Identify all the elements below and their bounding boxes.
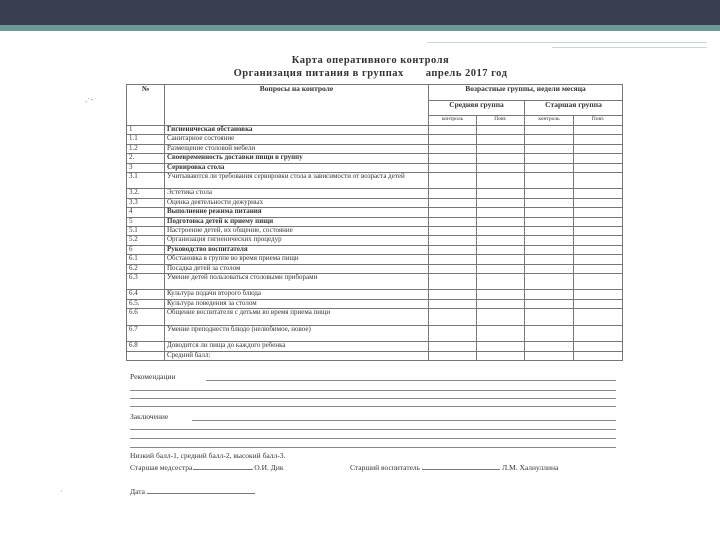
- score-cell[interactable]: [574, 299, 623, 308]
- deco-line: [427, 42, 707, 43]
- score-cell[interactable]: [429, 264, 477, 273]
- nurse-name: О.И. Дик: [254, 463, 284, 472]
- conclusion-label: Заключение: [130, 412, 169, 421]
- nurse-label: Старшая медсестра: [130, 463, 193, 472]
- score-cell[interactable]: [477, 299, 525, 308]
- score-cell[interactable]: [574, 189, 623, 198]
- row-number: 6.2: [127, 264, 165, 273]
- row-number: 4: [127, 208, 165, 217]
- score-cell[interactable]: [429, 126, 477, 135]
- score-cell[interactable]: [477, 264, 525, 273]
- row-number: 3.2.: [127, 189, 165, 198]
- score-cell[interactable]: [525, 144, 574, 153]
- score-cell[interactable]: [429, 227, 477, 236]
- table-row: [127, 264, 623, 273]
- score-cell[interactable]: [525, 236, 574, 245]
- table-row: [127, 217, 623, 226]
- fill-line: [206, 380, 616, 381]
- fill-line: [130, 390, 616, 391]
- score-cell[interactable]: [477, 309, 525, 326]
- row-question: Средний балл:: [165, 351, 429, 360]
- row-number: 5.2: [127, 236, 165, 245]
- score-cell[interactable]: [429, 309, 477, 326]
- fill-line: [130, 398, 616, 399]
- score-cell[interactable]: [429, 245, 477, 254]
- fill-line: [192, 420, 616, 421]
- subheader-control: контроль: [525, 116, 574, 126]
- nurse-signature-line: [130, 463, 284, 472]
- score-cell[interactable]: [574, 342, 623, 351]
- score-cell[interactable]: [574, 172, 623, 189]
- fill-line: [130, 438, 616, 439]
- score-cell[interactable]: [429, 217, 477, 226]
- score-cell[interactable]: [525, 351, 574, 360]
- score-cell[interactable]: [429, 189, 477, 198]
- score-cell[interactable]: [525, 273, 574, 290]
- score-cell[interactable]: [574, 273, 623, 290]
- row-number: 6.5.: [127, 299, 165, 308]
- score-cell[interactable]: [525, 163, 574, 172]
- score-cell[interactable]: [429, 342, 477, 351]
- score-cell[interactable]: [574, 208, 623, 217]
- score-cell[interactable]: [477, 325, 525, 342]
- date-line: [130, 487, 255, 496]
- row-question: Культура поведения за столом: [165, 299, 429, 308]
- document-title: Карта оперативного контроля: [291, 55, 450, 66]
- table-row: [127, 163, 623, 172]
- score-cell[interactable]: [477, 227, 525, 236]
- fill-line: [130, 406, 616, 407]
- score-cell[interactable]: [574, 163, 623, 172]
- score-cell[interactable]: [525, 189, 574, 198]
- score-cell[interactable]: [477, 217, 525, 226]
- table-row: [127, 290, 623, 299]
- score-cell[interactable]: [477, 290, 525, 299]
- row-question: Сервировка стола: [165, 163, 429, 172]
- row-number: 6: [127, 245, 165, 254]
- table-row: [127, 144, 623, 153]
- row-question: Организация гигиенических процедур: [165, 236, 429, 245]
- score-cell[interactable]: [525, 172, 574, 189]
- row-question: Учитываются ли требования сервировки стола в зависимости от возраста детей: [165, 172, 429, 189]
- score-cell[interactable]: [477, 172, 525, 189]
- fill-line: [130, 429, 616, 430]
- row-number: 5: [127, 217, 165, 226]
- score-cell[interactable]: [525, 342, 574, 351]
- table-row: [127, 351, 623, 360]
- score-cell[interactable]: [525, 299, 574, 308]
- score-cell[interactable]: [477, 135, 525, 144]
- page-edge-mark: ' ;: [83, 96, 95, 105]
- score-cell[interactable]: [429, 290, 477, 299]
- score-cell[interactable]: [429, 198, 477, 207]
- header-num: №: [127, 85, 165, 126]
- row-question: Посадка детей за столом: [165, 264, 429, 273]
- row-question: Размещение столовой мебели: [165, 144, 429, 153]
- score-cell[interactable]: [477, 342, 525, 351]
- score-cell[interactable]: [525, 126, 574, 135]
- score-cell[interactable]: [525, 309, 574, 326]
- table-row: [127, 273, 623, 290]
- score-cell[interactable]: [574, 126, 623, 135]
- score-cell[interactable]: [429, 172, 477, 189]
- row-question: Гигиеническая обстановка: [165, 126, 429, 135]
- score-cell[interactable]: [574, 255, 623, 264]
- score-cell[interactable]: [429, 351, 477, 360]
- score-cell[interactable]: [525, 135, 574, 144]
- row-question: Оценка деятельности дежурных: [165, 198, 429, 207]
- table-row: [127, 208, 623, 217]
- document-subtitle: [118, 68, 623, 79]
- table-row: [127, 299, 623, 308]
- table-row: [127, 236, 623, 245]
- row-number: 1.2: [127, 144, 165, 153]
- score-cell[interactable]: [477, 245, 525, 254]
- row-number: 1.1: [127, 135, 165, 144]
- score-cell[interactable]: [574, 245, 623, 254]
- score-cell[interactable]: [429, 236, 477, 245]
- score-cell[interactable]: [429, 144, 477, 153]
- score-cell[interactable]: [574, 217, 623, 226]
- row-question: Доводится ли пища до каждого ребенка: [165, 342, 429, 351]
- row-question: Настроение детей, их общение, состояние: [165, 227, 429, 236]
- score-cell[interactable]: [574, 290, 623, 299]
- score-cell[interactable]: [574, 135, 623, 144]
- subheader-repeat: Повт.: [477, 116, 525, 126]
- score-cell[interactable]: [525, 208, 574, 217]
- row-question: Подготовка детей к приему пищи: [165, 217, 429, 226]
- score-cell[interactable]: [574, 325, 623, 342]
- score-cell[interactable]: [477, 255, 525, 264]
- row-number: 6.7: [127, 325, 165, 342]
- row-question: Умение детей пользоваться столовыми приборами: [165, 273, 429, 290]
- score-cell[interactable]: [477, 154, 525, 163]
- score-cell[interactable]: [574, 236, 623, 245]
- score-cell[interactable]: [525, 290, 574, 299]
- score-cell[interactable]: [574, 154, 623, 163]
- row-number: 6.4: [127, 290, 165, 299]
- score-cell[interactable]: [429, 163, 477, 172]
- header-middle-group: Средняя группа: [429, 101, 525, 116]
- table-row: [127, 227, 623, 236]
- table-row: [127, 189, 623, 198]
- row-question: Санитарное состояние: [165, 135, 429, 144]
- row-question: Выполнение режима питания: [165, 208, 429, 217]
- table-row: [127, 126, 623, 135]
- score-cell[interactable]: [574, 144, 623, 153]
- deco-line: [552, 47, 707, 48]
- page-edge-mark: ·: [60, 487, 63, 496]
- score-cell[interactable]: [429, 208, 477, 217]
- row-number: 3: [127, 163, 165, 172]
- row-number: 1: [127, 126, 165, 135]
- report-month: апрель 2017 год: [425, 68, 508, 79]
- teacher-name: Л.М. Халнуллина: [502, 463, 559, 472]
- row-question: Умение преподнести блюдо (нелюбимое, новое): [165, 325, 429, 342]
- score-cell[interactable]: [574, 227, 623, 236]
- row-question: Культура подачи второго блюда: [165, 290, 429, 299]
- table-row: [127, 172, 623, 189]
- score-cell[interactable]: [429, 135, 477, 144]
- score-cell[interactable]: [477, 198, 525, 207]
- score-cell[interactable]: [477, 126, 525, 135]
- score-cell[interactable]: [477, 163, 525, 172]
- score-scale: Низкий балл-1, средний балл-2, высокий балл-3.: [130, 451, 286, 460]
- score-cell[interactable]: [574, 198, 623, 207]
- row-number: 2.: [127, 154, 165, 163]
- table-row: [127, 198, 623, 207]
- teacher-label: Старший воспитатель: [350, 463, 421, 472]
- document-scan: [118, 52, 623, 502]
- score-cell[interactable]: [429, 325, 477, 342]
- subheader-repeat: Повт.: [574, 116, 623, 126]
- recommendations-label: Рекомендации: [130, 372, 176, 381]
- header-senior-group: Старшая группа: [525, 101, 623, 116]
- score-cell[interactable]: [525, 217, 574, 226]
- score-cell[interactable]: [429, 154, 477, 163]
- row-number: 3.3: [127, 198, 165, 207]
- score-cell[interactable]: [477, 236, 525, 245]
- score-cell[interactable]: [477, 273, 525, 290]
- score-cell[interactable]: [525, 154, 574, 163]
- row-number: 6.3: [127, 273, 165, 290]
- score-cell[interactable]: [525, 198, 574, 207]
- row-question: Общение воспитателя с детьми во время приема пищи: [165, 309, 429, 326]
- score-cell[interactable]: [429, 273, 477, 290]
- slide-accent-stripe: [0, 25, 720, 31]
- table-row: [127, 255, 623, 264]
- fill-line: [130, 447, 616, 448]
- slide-top-bar: [0, 0, 720, 25]
- row-number: 6.1: [127, 255, 165, 264]
- row-question: Обстановка в группе во время приема пищи: [165, 255, 429, 264]
- score-cell[interactable]: [574, 351, 623, 360]
- row-question: Руководство воспитателя: [165, 245, 429, 254]
- score-cell[interactable]: [574, 264, 623, 273]
- table-row: [127, 154, 623, 163]
- subheader-control: контроль: [429, 116, 477, 126]
- score-cell[interactable]: [525, 255, 574, 264]
- header-question: Вопросы на контроле: [165, 85, 429, 126]
- score-cell[interactable]: [477, 189, 525, 198]
- score-cell[interactable]: [525, 227, 574, 236]
- row-number: 3.1: [127, 172, 165, 189]
- row-number: 6.8: [127, 342, 165, 351]
- row-question: Эстетика стола: [165, 189, 429, 198]
- table-row: [127, 342, 623, 351]
- score-cell[interactable]: [525, 245, 574, 254]
- row-number: 5.1: [127, 227, 165, 236]
- table-row: [127, 325, 623, 342]
- score-cell[interactable]: [525, 325, 574, 342]
- table-row: [127, 309, 623, 326]
- score-cell[interactable]: [477, 351, 525, 360]
- table-row: [127, 245, 623, 254]
- score-cell[interactable]: [477, 208, 525, 217]
- score-cell[interactable]: [525, 264, 574, 273]
- score-cell[interactable]: [574, 309, 623, 326]
- date-label: Дата: [130, 487, 145, 496]
- row-number: 6.6: [127, 309, 165, 326]
- table-row: [127, 135, 623, 144]
- row-question: Своевременность доставки пищи в группу: [165, 154, 429, 163]
- score-cell[interactable]: [477, 144, 525, 153]
- subtitle-text: Организация питания в группах: [233, 68, 404, 79]
- teacher-signature-line: [350, 463, 558, 472]
- score-cell[interactable]: [429, 299, 477, 308]
- row-number: [127, 351, 165, 360]
- score-cell[interactable]: [429, 255, 477, 264]
- header-age-groups: Возрастные группы, недели месяца: [429, 85, 623, 101]
- control-table: [126, 84, 623, 361]
